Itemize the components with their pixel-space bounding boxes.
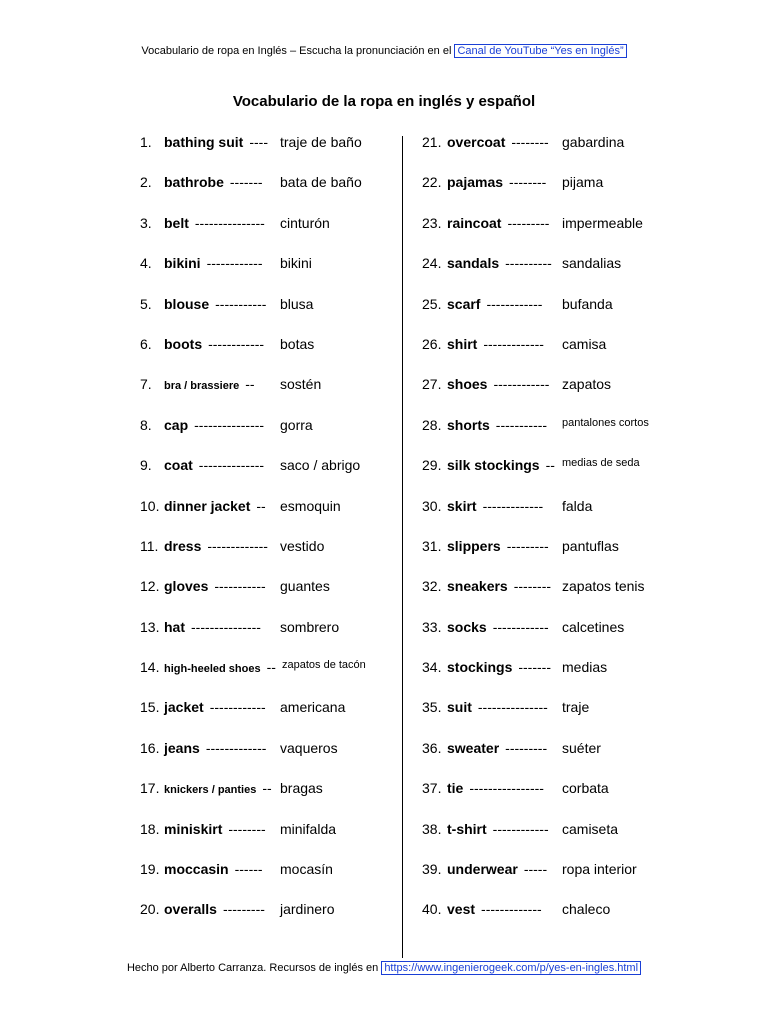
- item-number: 35.: [422, 699, 442, 716]
- english-term-text: miniskirt: [164, 820, 223, 837]
- dash-separator: ------------: [209, 699, 266, 716]
- spanish-translation: vestido: [280, 537, 325, 554]
- dash-separator: ---------------: [477, 699, 548, 716]
- spanish-translation: vaqueros: [280, 739, 338, 756]
- dash-separator: --------: [509, 174, 547, 191]
- english-term-text: silk stockings: [447, 457, 540, 474]
- spanish-translation: camiseta: [562, 820, 619, 837]
- english-term-text: jeans: [164, 739, 200, 756]
- spanish-translation: chaleco: [562, 901, 611, 918]
- dash-separator: ----: [249, 134, 268, 150]
- page-title: Vocabulario de la ropa en inglés y español: [232, 93, 536, 110]
- dash-separator: --------: [511, 134, 549, 150]
- spanish-translation: pijama: [562, 174, 604, 191]
- dash-separator: --: [266, 659, 276, 676]
- item-number: 20.: [140, 901, 160, 918]
- english-term-text: skirt: [447, 497, 477, 514]
- english-term: [447, 861, 547, 877]
- spanish-translation: falda: [562, 497, 593, 514]
- english-term-text: sneakers: [447, 578, 508, 595]
- dash-separator: ---------: [505, 739, 548, 756]
- dash-separator: ----------: [505, 255, 552, 272]
- english-term: [164, 336, 264, 352]
- english-term: [164, 780, 272, 796]
- footer-text: Hecho por Alberto Carranza. Recursos de inglés en: [126, 962, 382, 974]
- dash-separator: ------------: [206, 255, 263, 272]
- dash-separator: ---------------: [194, 416, 265, 433]
- spanish-translation: esmoquin: [280, 497, 341, 514]
- youtube-channel-link[interactable]: Canal de YouTube “Yes en Inglés”: [454, 44, 626, 58]
- item-number: 26.: [422, 335, 442, 352]
- dash-separator: --------: [513, 578, 552, 595]
- dash-separator: --------------: [198, 457, 265, 474]
- english-term-text: dinner jacket: [164, 497, 251, 514]
- english-term-text: knickers / panties: [164, 784, 257, 797]
- item-number: 7.: [140, 376, 152, 393]
- item-number: 29.: [422, 457, 442, 474]
- english-term-text: shorts: [447, 416, 490, 433]
- english-term-text: vest: [447, 901, 476, 918]
- english-term: [447, 901, 542, 917]
- spanish-translation: traje: [562, 699, 590, 716]
- english-term: [447, 619, 549, 635]
- spanish-translation: botas: [280, 335, 315, 352]
- header-text: Vocabulario de ropa en Inglés – Escucha la pronunciación en el: [141, 45, 455, 57]
- dash-separator: ------------: [492, 618, 549, 635]
- item-number: 15.: [140, 699, 160, 716]
- english-term: [447, 538, 549, 554]
- english-term-text: bra / brassiere: [164, 380, 240, 393]
- english-term-text: sweater: [447, 739, 500, 756]
- english-term-text: shirt: [447, 335, 478, 352]
- english-term: [447, 821, 549, 837]
- spanish-translation: americana: [280, 699, 346, 716]
- item-number: 34.: [422, 659, 442, 676]
- dash-separator: -----------: [215, 295, 267, 312]
- dash-separator: -------------: [205, 739, 267, 756]
- spanish-translation: bata de baño: [280, 174, 362, 191]
- dash-separator: -------------: [482, 497, 544, 514]
- item-number: 33.: [422, 618, 442, 635]
- item-number: 37.: [422, 780, 442, 797]
- english-term: [164, 740, 266, 756]
- spanish-translation: medias de seda: [562, 457, 640, 470]
- dash-separator: ---------: [507, 214, 550, 231]
- spanish-translation: sandalias: [562, 255, 622, 272]
- item-number: 8.: [140, 416, 152, 433]
- english-term: [164, 538, 268, 554]
- header-line: [0, 45, 768, 57]
- dash-separator: ---------: [222, 901, 265, 918]
- item-number: 22.: [422, 174, 442, 191]
- spanish-translation: jardinero: [280, 901, 335, 918]
- item-number: 3.: [140, 214, 152, 231]
- english-term: [164, 659, 276, 675]
- item-number: 2.: [140, 174, 152, 191]
- spanish-translation: camisa: [562, 335, 607, 352]
- spanish-translation: sostén: [280, 376, 322, 393]
- english-term: [447, 174, 546, 190]
- item-number: 40.: [422, 901, 442, 918]
- english-term: [447, 336, 544, 352]
- item-number: 10.: [140, 497, 160, 514]
- spanish-translation: mocasín: [280, 861, 333, 878]
- spanish-translation: medias: [562, 659, 608, 676]
- dash-separator: --: [245, 376, 255, 393]
- english-term: [447, 498, 543, 514]
- spanish-translation: zapatos tenis: [562, 578, 645, 595]
- spanish-translation: zapatos de tacón: [282, 659, 366, 672]
- english-term: [164, 498, 266, 514]
- item-number: 1.: [140, 134, 152, 150]
- english-term: [164, 861, 263, 877]
- item-number: 17.: [140, 780, 160, 797]
- item-number: 36.: [422, 739, 442, 756]
- english-term: [164, 901, 265, 917]
- item-number: 30.: [422, 497, 442, 514]
- dash-separator: ------------: [492, 820, 549, 837]
- english-term: [164, 296, 266, 312]
- english-term: [164, 578, 266, 594]
- item-number: 5.: [140, 295, 152, 312]
- english-term-text: shoes: [447, 376, 488, 393]
- english-term: [447, 134, 549, 150]
- item-number: 6.: [140, 335, 152, 352]
- item-number: 31.: [422, 537, 442, 554]
- english-term: [164, 255, 263, 271]
- dash-separator: -------------: [481, 901, 542, 918]
- english-term-text: coat: [164, 457, 193, 474]
- spanish-translation: sombrero: [280, 618, 340, 635]
- english-term: [447, 699, 548, 715]
- item-number: 38.: [422, 820, 442, 837]
- english-term-text: dress: [164, 537, 202, 554]
- spanish-translation: pantalones cortos: [562, 416, 649, 429]
- spanish-translation: bikini: [280, 255, 312, 272]
- spanish-translation: ropa interior: [562, 861, 637, 878]
- spanish-translation: zapatos: [562, 376, 612, 393]
- english-term-text: belt: [164, 214, 189, 231]
- english-term-text: blouse: [164, 295, 210, 312]
- english-term-text: underwear: [447, 861, 518, 878]
- item-number: 27.: [422, 376, 442, 393]
- english-term-text: jacket: [164, 699, 204, 716]
- footer-line: [0, 962, 768, 974]
- english-term: [447, 578, 551, 594]
- english-term: [164, 174, 263, 190]
- dash-separator: ------------: [486, 295, 543, 312]
- item-number: 14.: [140, 659, 160, 676]
- dash-separator: ----------------: [469, 780, 544, 797]
- dash-separator: --: [262, 780, 272, 797]
- item-number: 12.: [140, 578, 160, 595]
- spanish-translation: minifalda: [280, 820, 337, 837]
- item-number: 28.: [422, 416, 442, 433]
- spanish-translation: corbata: [562, 780, 609, 797]
- english-term: [164, 134, 268, 150]
- english-term: [164, 215, 265, 231]
- dash-separator: --: [545, 457, 555, 474]
- spanish-translation: blusa: [280, 295, 314, 312]
- spanish-translation: bragas: [280, 780, 323, 797]
- english-term-text: stockings: [447, 659, 513, 676]
- dash-separator: ------: [234, 861, 263, 878]
- spanish-translation: bufanda: [562, 295, 613, 312]
- spanish-translation: saco / abrigo: [280, 457, 361, 474]
- dash-separator: -------------: [207, 537, 268, 554]
- english-term: [447, 376, 549, 392]
- item-number: 19.: [140, 861, 160, 878]
- dash-separator: ------------: [493, 376, 550, 393]
- english-term-text: bikini: [164, 255, 201, 272]
- spanish-translation: calcetines: [562, 618, 625, 635]
- spanish-translation: cinturón: [280, 214, 330, 231]
- english-term-text: overcoat: [447, 134, 506, 150]
- spanish-translation: gorra: [280, 416, 313, 433]
- english-term: [164, 376, 255, 392]
- english-term-text: raincoat: [447, 214, 502, 231]
- english-term: [447, 417, 547, 433]
- english-term-text: gloves: [164, 578, 209, 595]
- item-number: 23.: [422, 214, 442, 231]
- item-number: 39.: [422, 861, 442, 878]
- english-term-text: boots: [164, 335, 203, 352]
- item-number: 13.: [140, 618, 160, 635]
- english-term: [164, 619, 261, 635]
- english-term-text: t-shirt: [447, 820, 487, 837]
- website-link[interactable]: https://www.ingenierogeek.com/p/yes-en-ingles.html: [381, 961, 641, 975]
- item-number: 11.: [140, 537, 159, 554]
- english-term-text: suit: [447, 699, 472, 716]
- english-term-text: bathing suit: [164, 134, 244, 150]
- english-term: [447, 740, 547, 756]
- dash-separator: -------------: [483, 335, 544, 352]
- english-term-text: high-heeled shoes: [164, 663, 261, 676]
- english-term: [447, 780, 544, 796]
- english-term: [447, 659, 551, 675]
- spanish-translation: suéter: [562, 739, 601, 756]
- english-term-text: pajamas: [447, 174, 504, 191]
- item-number: 24.: [422, 255, 442, 272]
- dash-separator: ---------------: [194, 214, 265, 231]
- item-number: 4.: [140, 255, 152, 272]
- english-term-text: cap: [164, 416, 189, 433]
- dash-separator: --: [256, 497, 266, 514]
- dash-separator: -------: [518, 659, 551, 676]
- english-term-text: overalls: [164, 901, 217, 918]
- english-term: [447, 215, 549, 231]
- spanish-translation: traje de baño: [280, 134, 362, 150]
- english-term: [164, 457, 264, 473]
- item-number: 18.: [140, 820, 160, 837]
- item-number: 25.: [422, 295, 442, 312]
- english-term: [447, 296, 542, 312]
- english-term-text: tie: [447, 780, 464, 797]
- spanish-translation: impermeable: [562, 214, 643, 231]
- dash-separator: ---------: [506, 537, 549, 554]
- english-term-text: slippers: [447, 537, 501, 554]
- dash-separator: -----: [523, 861, 548, 878]
- english-term: [164, 821, 266, 837]
- english-term-text: socks: [447, 618, 487, 635]
- english-term: [164, 417, 264, 433]
- dash-separator: -----------: [214, 578, 266, 595]
- item-number: 16.: [140, 739, 160, 756]
- english-term-text: scarf: [447, 295, 481, 312]
- english-term-text: moccasin: [164, 861, 229, 878]
- english-term: [447, 255, 552, 271]
- dash-separator: ------------: [208, 335, 265, 352]
- dash-separator: ---------------: [191, 618, 261, 635]
- item-number: 9.: [140, 457, 152, 474]
- dash-separator: -----------: [495, 416, 548, 433]
- english-term-text: sandals: [447, 255, 500, 272]
- spanish-translation: gabardina: [562, 134, 625, 150]
- item-number: 21.: [422, 134, 442, 150]
- english-term: [164, 699, 266, 715]
- column-divider: [402, 136, 403, 958]
- dash-separator: -------: [229, 174, 263, 191]
- dash-separator: --------: [228, 820, 266, 837]
- spanish-translation: guantes: [280, 578, 330, 595]
- english-term-text: bathrobe: [164, 174, 224, 191]
- english-term: [447, 457, 555, 473]
- item-number: 32.: [422, 578, 442, 595]
- spanish-translation: pantuflas: [562, 537, 619, 554]
- english-term-text: hat: [164, 618, 185, 635]
